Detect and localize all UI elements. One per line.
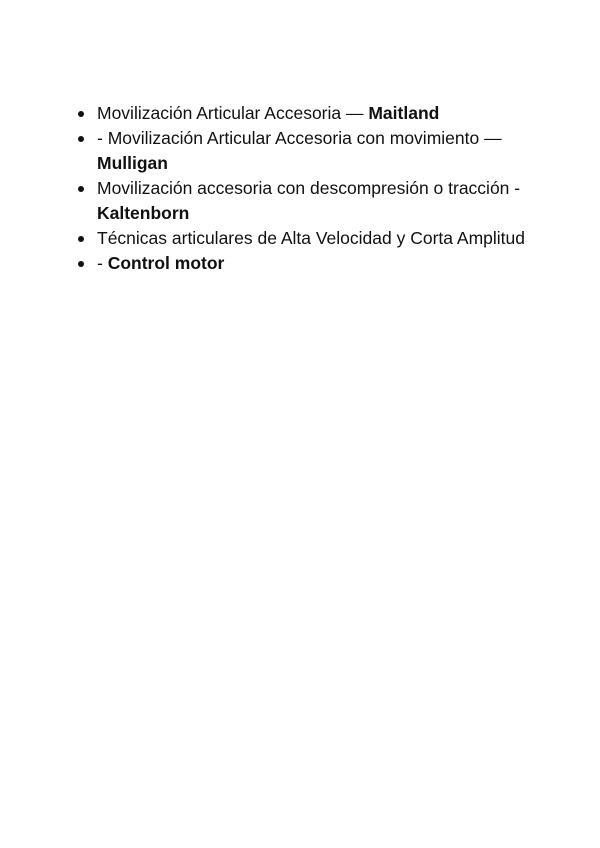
bullet-icon bbox=[78, 111, 84, 117]
list-item-text: - bbox=[97, 253, 108, 273]
bullet-icon bbox=[78, 261, 84, 267]
list-item-bold-text: Control motor bbox=[107, 253, 225, 273]
bullet-icon bbox=[78, 186, 84, 192]
list-item bbox=[70, 101, 540, 126]
list-item bbox=[70, 226, 540, 251]
list-item-text: - Movilización Articular Accesoria con movimiento — bbox=[97, 128, 502, 148]
bullet-icon bbox=[78, 236, 84, 242]
list-item-text: Movilización accesoria con descompresión o tracción - bbox=[97, 178, 521, 198]
list-item-bold-text: Maitland bbox=[368, 103, 440, 123]
list-item-bold-text: Mulligan bbox=[97, 153, 168, 173]
list-item-bold-text: Kaltenborn bbox=[97, 203, 190, 223]
list-item-text: Técnicas articulares de Alta Velocidad y Corta Amplitud bbox=[97, 228, 525, 248]
list-item bbox=[70, 251, 540, 276]
list-item bbox=[70, 126, 540, 176]
bullet-icon bbox=[78, 136, 84, 142]
technique-bullet-list bbox=[70, 101, 540, 276]
list-item bbox=[70, 176, 540, 226]
list-item-text: Movilización Articular Accesoria — bbox=[97, 103, 369, 123]
